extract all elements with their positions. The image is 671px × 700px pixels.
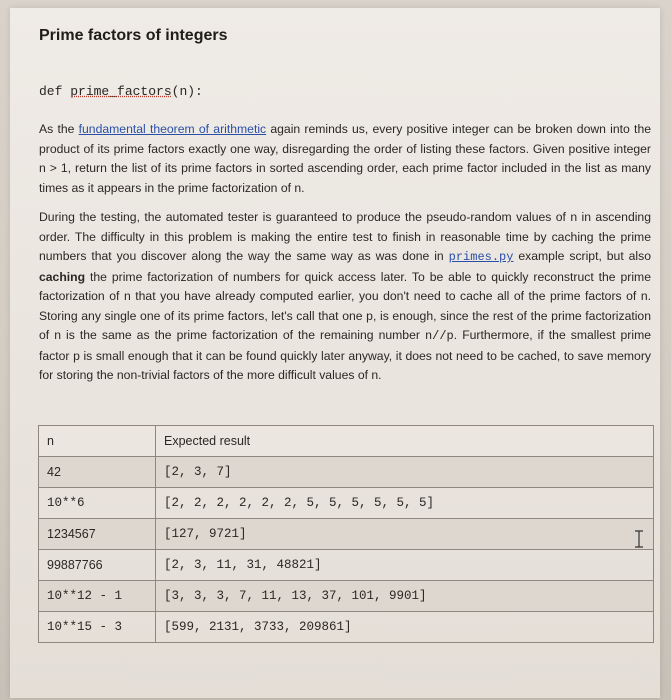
paragraph-testing bbox=[39, 208, 651, 386]
cell-result: [2, 3, 7] bbox=[156, 457, 654, 488]
cell-result: [127, 9721] bbox=[156, 519, 654, 550]
table-header-row bbox=[39, 426, 654, 457]
paragraph-testing-text-4: . Furthermore, if the smallest prime factor p is small enough that it can be found quickly later anyway, it does not need to be cached, to save memory for storing the non-trivial factors of the more difficult values of n. bbox=[39, 328, 651, 382]
table-row bbox=[39, 519, 654, 550]
cell-n: 99887766 bbox=[39, 550, 156, 581]
paragraph-testing-text-1: During the testing, the automated tester is guaranteed to produce the pseudo-random values of n in ascending order. The difficulty in this problem is making the entire test to finish in reasonable time by caching the prime numbers that you discover along the way the same way as was done in bbox=[39, 210, 651, 263]
paragraph-intro-text-1: As the bbox=[39, 122, 79, 136]
cell-n: 10**15 - 3 bbox=[39, 612, 156, 643]
paragraph-intro-text-2: again reminds us, every positive integer can be broken down into the product of its prime factors exactly one way, disregarding the order of listing these factors. Given positive integer n > 1, return the list of its prime factors in sorted ascending order, each prime factor included in the list as many times as it appears in the prime factorization of n. bbox=[39, 122, 652, 195]
table-row bbox=[39, 581, 654, 612]
signature-prefix: def bbox=[39, 84, 71, 99]
function-signature bbox=[39, 84, 203, 99]
paragraph-testing-text-2: example script, but also bbox=[513, 249, 651, 263]
signature-suffix: (n): bbox=[171, 84, 203, 99]
cell-result: [599, 2131, 3733, 209861] bbox=[156, 612, 654, 643]
header-expected-result: Expected result bbox=[156, 426, 654, 457]
table-row bbox=[39, 612, 654, 643]
fundamental-theorem-link[interactable]: fundamental theorem of arithmetic bbox=[78, 122, 267, 136]
cell-result: [2, 3, 11, 31, 48821] bbox=[156, 550, 654, 581]
page-title: Prime factors of integers bbox=[39, 27, 228, 44]
cell-n: 1234567 bbox=[39, 519, 156, 550]
n-div-p-code: n//p bbox=[424, 329, 454, 343]
table-row bbox=[39, 488, 654, 519]
text-cursor-icon bbox=[634, 530, 644, 548]
examples-table bbox=[38, 425, 654, 643]
function-name: prime_factors bbox=[70, 84, 172, 99]
header-n: n bbox=[39, 426, 156, 457]
cell-n: 42 bbox=[39, 457, 156, 488]
table-row bbox=[39, 550, 654, 581]
cell-n: 10**6 bbox=[39, 488, 156, 519]
primes-py-link[interactable]: primes.py bbox=[448, 250, 514, 264]
cell-n: 10**12 - 1 bbox=[39, 581, 156, 612]
caching-emphasis: caching bbox=[39, 269, 86, 284]
cell-result: [2, 2, 2, 2, 2, 2, 5, 5, 5, 5, 5, 5] bbox=[156, 488, 654, 519]
paragraph-testing-text-3: the prime factorization of numbers for quick access later. To be able to quickly reconstruct the prime factorization of n that you have already computed earlier, you don't need to cache all of the prime factors of n. Storing any single one of its prime factors, let's call that one p, is enough, since the rest of the prime factorization of n is the same as the prime factorization of the remaining number bbox=[39, 269, 651, 342]
paragraph-intro bbox=[39, 120, 651, 198]
table-row bbox=[39, 457, 654, 488]
cell-result: [3, 3, 3, 7, 11, 13, 37, 101, 9901] bbox=[156, 581, 654, 612]
